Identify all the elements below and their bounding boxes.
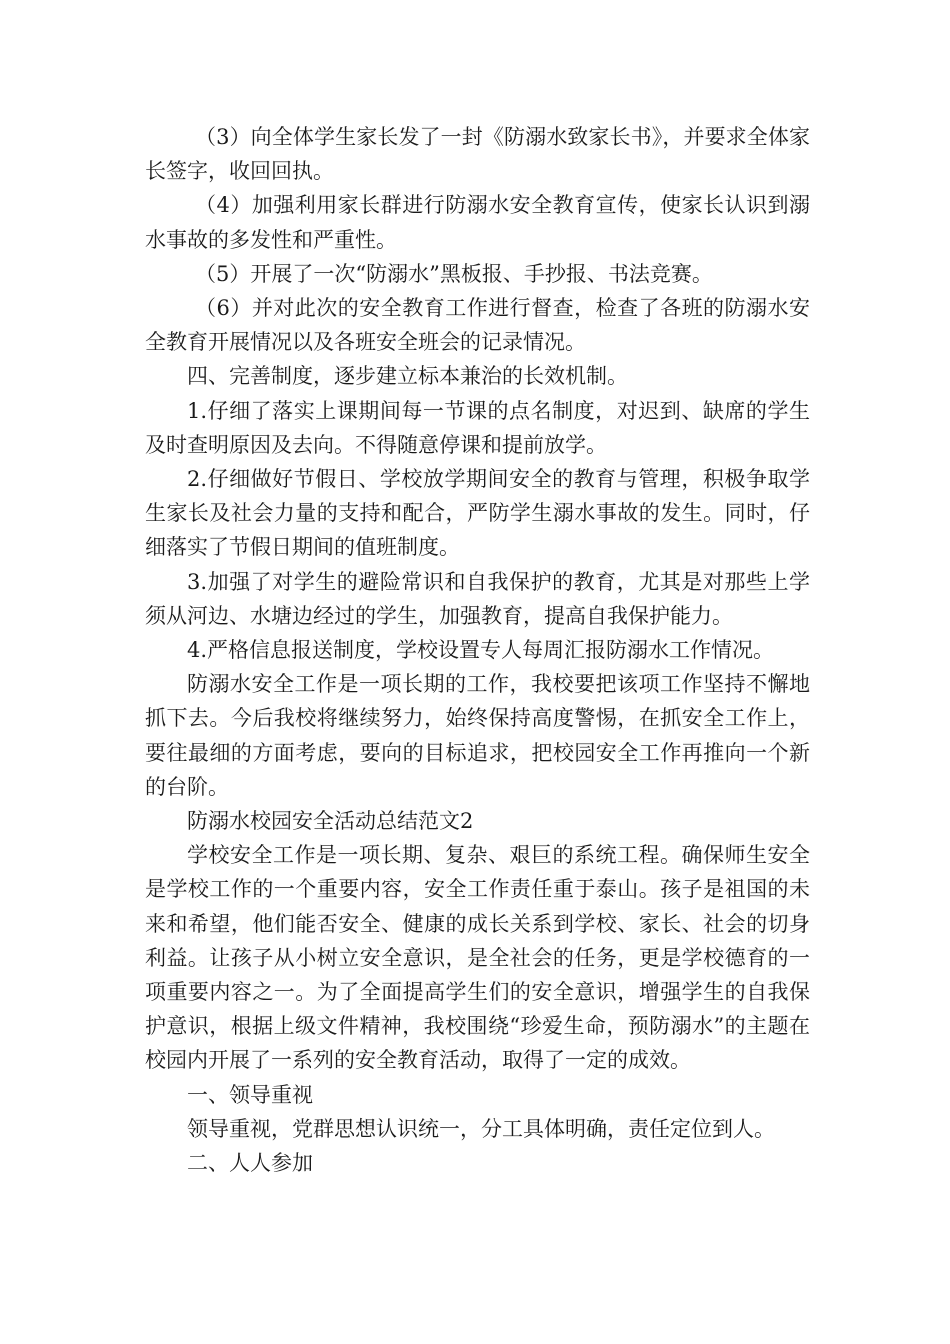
section-heading-2: 二、人人参加 [187,1151,313,1176]
paragraph-item-6: （6）并对此次的安全教育工作进行督查，检查了各班的防溺水安全教育开展情况以及各班安全班会的记录情况。 [145,296,810,355]
closing-paragraph: 防溺水安全工作是一项长期的工作，我校要把该项工作坚持不懈地抓下去。今后我校将继续努力，始终保持高度警惕，在抓安全工作上，要往最细的方面考虑，要向的目标追求，把校园安全工作再推向一个新的台阶。 [145,672,810,799]
article-2-title: 防溺水校园安全活动总结范文2 [187,809,474,834]
paragraph-item-4: （4）加强利用家长群进行防溺水安全教育宣传，使家长认识到溺水事故的多发性和严重性。 [145,193,810,252]
section-heading-4: 四、完善制度，逐步建立标本兼治的长效机制。 [187,364,628,389]
document-body [145,120,810,1180]
section-heading-1: 一、领导重视 [187,1082,313,1107]
paragraph-item-3: （3）向全体学生家长发了一封《防溺水致家长书》，并要求全体家长签字，收回回执。 [145,125,810,184]
rule-item-2: 2.仔细做好节假日、学校放学期间安全的教育与管理，积极争取学生家长及社会力量的支持和配合，严防学生溺水事故的发生。同时，仔细落实了节假日期间的值班制度。 [145,467,810,560]
rule-item-4: 4.严格信息报送制度，学校设置专人每周汇报防溺水工作情况。 [187,638,775,663]
rule-item-1: 1.仔细了落实上课期间每一节课的点名制度，对迟到、缺席的学生及时查明原因及去向。不得随意停课和提前放学。 [145,398,810,457]
rule-item-3: 3.加强了对学生的避险常识和自我保护的教育，尤其是对那些上学须从河边、水塘边经过的学生，加强教育，提高自我保护能力。 [145,569,810,628]
article-2-intro: 学校安全工作是一项长期、复杂、艰巨的系统工程。确保师生安全是学校工作的一个重要内容，安全工作责任重于泰山。孩子是祖国的未来和希望，他们能否安全、健康的成长关系到学校、家长、社会的切身利益。让孩子从小树立安全意识，是全社会的任务，更是学校德育的一项重要内容之一。为了全面提高学生们的安全意识，增强学生的自我保护意识，根据上级文件精神，我校围绕“珍爱生命，预防溺水”的主题在校园内开展了一系列的安全教育活动，取得了一定的成效。 [145,843,810,1073]
paragraph-item-5: （5）开展了一次“防溺水”黑板报、手抄报、书法竞赛。 [195,261,713,286]
section-1-body: 领导重视，党群思想认识统一，分工具体明确，责任定位到人。 [187,1116,775,1141]
